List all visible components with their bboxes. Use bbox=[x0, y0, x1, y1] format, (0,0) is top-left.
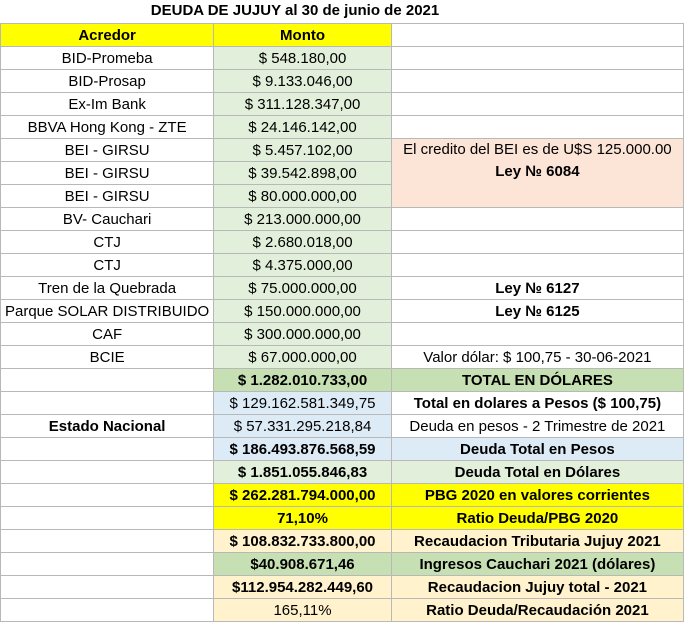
creditor-amount[interactable]: $ 75.000.000,00 bbox=[214, 277, 392, 300]
usd-to-pesos-amount[interactable]: $ 129.162.581.349,75 bbox=[214, 392, 392, 415]
ratio-pbg-amount[interactable]: 71,10% bbox=[214, 507, 392, 530]
summary-row bbox=[1, 599, 684, 622]
table-row bbox=[1, 208, 684, 231]
creditor-amount[interactable]: $ 5.457.102,00 bbox=[214, 139, 392, 162]
creditor-amount[interactable]: $ 39.542.898,00 bbox=[214, 162, 392, 185]
empty-cell[interactable] bbox=[391, 254, 683, 277]
creditor-amount[interactable]: $ 9.133.046,00 bbox=[214, 70, 392, 93]
total-usd-amount[interactable]: $ 1.282.010.733,00 bbox=[214, 369, 392, 392]
creditor-name[interactable]: BEI - GIRSU bbox=[1, 139, 214, 162]
header-row bbox=[1, 24, 684, 47]
table-row bbox=[1, 346, 684, 369]
table-row bbox=[1, 254, 684, 277]
summary-row bbox=[1, 438, 684, 461]
dollar-value-note[interactable]: Valor dólar: $ 100,75 - 30-06-2021 bbox=[391, 346, 683, 369]
empty-cell[interactable] bbox=[391, 47, 683, 70]
creditor-amount[interactable]: $ 213.000.000,00 bbox=[214, 208, 392, 231]
creditor-name[interactable]: Tren de la Quebrada bbox=[1, 277, 214, 300]
recaudacion-total-label[interactable]: Recaudacion Jujuy total - 2021 bbox=[391, 576, 683, 599]
table-row bbox=[1, 70, 684, 93]
creditor-amount[interactable]: $ 4.375.000,00 bbox=[214, 254, 392, 277]
creditor-name[interactable]: Ex-Im Bank bbox=[1, 93, 214, 116]
table-row bbox=[1, 231, 684, 254]
total-usd-label[interactable]: TOTAL EN DÓLARES bbox=[391, 369, 683, 392]
creditor-name[interactable]: BV- Cauchari bbox=[1, 208, 214, 231]
creditor-name[interactable]: BCIE bbox=[1, 346, 214, 369]
empty-cell[interactable] bbox=[391, 116, 683, 139]
table-row bbox=[1, 139, 684, 162]
empty-cell[interactable] bbox=[1, 553, 214, 576]
total-pesos-label[interactable]: Deuda Total en Pesos bbox=[391, 438, 683, 461]
recaudacion-trib-label[interactable]: Recaudacion Tributaria Jujuy 2021 bbox=[391, 530, 683, 553]
table-row bbox=[1, 323, 684, 346]
creditor-amount[interactable]: $ 150.000.000,00 bbox=[214, 300, 392, 323]
creditor-name[interactable]: CTJ bbox=[1, 231, 214, 254]
creditor-name[interactable]: CAF bbox=[1, 323, 214, 346]
empty-cell[interactable] bbox=[391, 323, 683, 346]
creditor-amount[interactable]: $ 300.000.000,00 bbox=[214, 323, 392, 346]
summary-row bbox=[1, 553, 684, 576]
table-row bbox=[1, 300, 684, 323]
recaudacion-trib-amount[interactable]: $ 108.832.733.800,00 bbox=[214, 530, 392, 553]
sheet-title: DEUDA DE JUJUY al 30 de junio de 2021 bbox=[150, 2, 440, 19]
creditor-amount[interactable]: $ 548.180,00 bbox=[214, 47, 392, 70]
empty-cell[interactable] bbox=[391, 231, 683, 254]
summary-row bbox=[1, 484, 684, 507]
creditor-amount[interactable]: $ 24.146.142,00 bbox=[214, 116, 392, 139]
creditor-name[interactable]: CTJ bbox=[1, 254, 214, 277]
estado-nacional-amount[interactable]: $ 57.331.295.218,84 bbox=[214, 415, 392, 438]
table-row bbox=[1, 47, 684, 70]
creditor-name[interactable]: BEI - GIRSU bbox=[1, 162, 214, 185]
empty-cell[interactable] bbox=[391, 70, 683, 93]
summary-row bbox=[1, 461, 684, 484]
bei-credit-note: El credito del BEI es de U$S 125.000.00 bbox=[403, 141, 672, 158]
empty-cell[interactable] bbox=[1, 392, 214, 415]
total-pesos-amount[interactable]: $ 186.493.876.568,59 bbox=[214, 438, 392, 461]
creditor-name[interactable]: BBVA Hong Kong - ZTE bbox=[1, 116, 214, 139]
creditor-name[interactable]: Parque SOLAR DISTRIBUIDO bbox=[1, 300, 214, 323]
empty-cell[interactable] bbox=[391, 24, 683, 47]
empty-cell[interactable] bbox=[1, 369, 214, 392]
tren-law-note[interactable]: Ley № 6127 bbox=[391, 277, 683, 300]
ratio-pbg-label[interactable]: Ratio Deuda/PBG 2020 bbox=[391, 507, 683, 530]
header-monto[interactable]: Monto bbox=[214, 24, 392, 47]
table-row bbox=[1, 93, 684, 116]
debt-table bbox=[0, 23, 684, 622]
summary-row bbox=[1, 576, 684, 599]
ingresos-cauchari-amount[interactable]: $40.908.671,46 bbox=[214, 553, 392, 576]
creditor-name[interactable]: BEI - GIRSU bbox=[1, 185, 214, 208]
ratio-recaudacion-amount[interactable]: 165,11% bbox=[214, 599, 392, 622]
empty-cell[interactable] bbox=[1, 438, 214, 461]
empty-cell[interactable] bbox=[1, 507, 214, 530]
creditor-name[interactable]: BID-Promeba bbox=[1, 47, 214, 70]
total-dolares-amount[interactable]: $ 1.851.055.846,83 bbox=[214, 461, 392, 484]
summary-row bbox=[1, 507, 684, 530]
summary-row bbox=[1, 369, 684, 392]
estado-nacional-name[interactable]: Estado Nacional bbox=[1, 415, 214, 438]
creditor-name[interactable]: BID-Prosap bbox=[1, 70, 214, 93]
ingresos-cauchari-label[interactable]: Ingresos Cauchari 2021 (dólares) bbox=[391, 553, 683, 576]
table-row bbox=[1, 277, 684, 300]
empty-cell[interactable] bbox=[1, 530, 214, 553]
empty-cell[interactable] bbox=[1, 599, 214, 622]
estado-nacional-label[interactable]: Deuda en pesos - 2 Trimestre de 2021 bbox=[391, 415, 683, 438]
empty-cell[interactable] bbox=[1, 484, 214, 507]
usd-to-pesos-label[interactable]: Total en dolares a Pesos ($ 100,75) bbox=[391, 392, 683, 415]
summary-row bbox=[1, 392, 684, 415]
bei-note-cell[interactable] bbox=[391, 139, 683, 208]
creditor-amount[interactable]: $ 67.000.000,00 bbox=[214, 346, 392, 369]
pbg-label[interactable]: PBG 2020 en valores corrientes bbox=[391, 484, 683, 507]
creditor-amount[interactable]: $ 311.128.347,00 bbox=[214, 93, 392, 116]
total-dolares-label[interactable]: Deuda Total en Dólares bbox=[391, 461, 683, 484]
creditor-amount[interactable]: $ 2.680.018,00 bbox=[214, 231, 392, 254]
solar-law-note[interactable]: Ley № 6125 bbox=[391, 300, 683, 323]
ratio-recaudacion-label[interactable]: Ratio Deuda/Recaudación 2021 bbox=[391, 599, 683, 622]
empty-cell[interactable] bbox=[391, 208, 683, 231]
empty-cell[interactable] bbox=[1, 461, 214, 484]
empty-cell[interactable] bbox=[391, 93, 683, 116]
header-acreedor[interactable]: Acredor bbox=[1, 24, 214, 47]
recaudacion-total-amount[interactable]: $112.954.282.449,60 bbox=[214, 576, 392, 599]
bei-law-note: Ley № 6084 bbox=[495, 163, 580, 180]
creditor-amount[interactable]: $ 80.000.000,00 bbox=[214, 185, 392, 208]
pbg-amount[interactable]: $ 262.281.794.000,00 bbox=[214, 484, 392, 507]
table-row bbox=[1, 116, 684, 139]
summary-row bbox=[1, 530, 684, 553]
summary-row bbox=[1, 415, 684, 438]
empty-cell[interactable] bbox=[1, 576, 214, 599]
